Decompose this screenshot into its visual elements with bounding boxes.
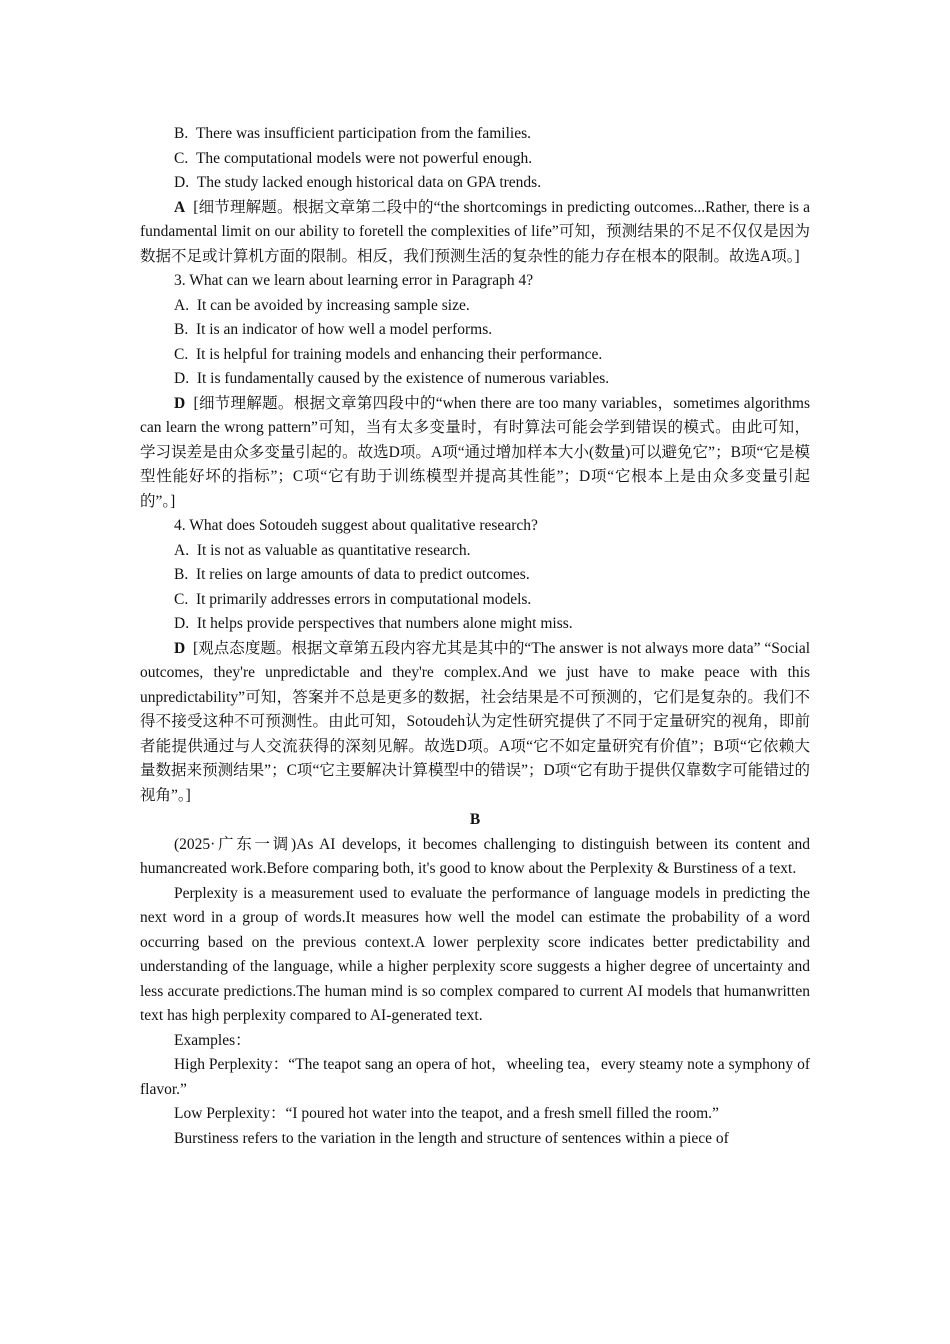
q3-answer-explanation: D [细节理解题。根据文章第四段中的“when there are too many variables，sometimes algorithms can learn the wrong pattern”可知，当有太多变量时，有时算法可能会学到错误的模式。由此可知，学习误差是由众多变量引起的。故选D项。A项“通过增加样本大小(数量)可以避免它”；B项“它是模型性能好坏的指标”；C项“它有助于训练模型并提高其性能”；D项“它根本上是由众多变量引起的”。] <box>140 394 810 510</box>
q3-option-b: B. It is an indicator of how well a model performs. <box>174 321 493 338</box>
q2-option-b: B. There was insufficient participation from the families. <box>174 125 531 142</box>
q2-option-d: D. The study lacked enough historical data on GPA trends. <box>174 174 542 191</box>
q2-answer-explanation: A [细节理解题。根据文章第二段中的“the shortcomings in predicting outcomes...Rather, there is a fundamental limit on our ability to foretell the complexities of life”可知，预测结果的不足不仅仅是因为数据不足或计算机方面的限制。相反，我们预测生活的复杂性的能力存在根本的限制。故选A项。] <box>140 198 810 265</box>
q3-option-c: C. It is helpful for training models and enhancing their performance. <box>174 345 603 363</box>
passage-paragraph: Low Perplexity：“I poured hot water into the teapot, and a fresh smell filled the room.” <box>174 1105 719 1122</box>
q2-answer-letter: A <box>174 198 186 216</box>
passage-paragraph: Burstiness refers to the variation in the length and structure of sentences within a piece of <box>174 1129 729 1147</box>
section-heading: B <box>469 811 481 828</box>
passage-paragraph: Perplexity is a measurement used to evaluate the performance of language models in predicting the next word in a group of words.It measures how well the model can estimate the probability of a word occurring based on the previous context.A lower perplexity score indicates better predictability and understanding of the language, while a higher perplexity score suggests a higher degree of uncertainty and less accurate predictions.The human mind is so complex compared to current AI models that humanwritten text has high perplexity compared to AI-generated text. <box>140 884 810 1024</box>
passage-paragraph: High Perplexity：“The teapot sang an opera of hot，wheeling tea，every steamy note a symphony of flavor.” <box>140 1056 810 1098</box>
q4-stem: 4. What does Sotoudeh suggest about qualitative research? <box>174 517 538 534</box>
document-page <box>140 122 810 1151</box>
q2-option-c: C. The computational models were not powerful enough. <box>174 149 533 167</box>
q4-option-b: B. It relies on large amounts of data to predict outcomes. <box>174 566 530 583</box>
q4-answer-explanation: D [观点态度题。根据文章第五段内容尤其是其中的“The answer is not always more data” “Social outcomes, they're unpredictable and they're complex.And we just have to make peace with this unpredictability”可知，答案并不总是更多的数据，社会结果是不可预测的，它们是复杂的。我们不得不接受这种不可预测性。由此可知，Sotoudeh认为定性研究提供了不同于定量研究的视角，即前者能提供通过与人交流获得的深刻见解。故选D项。A项“它不如定量研究有价值”；B项“它依赖大量数据来预测结果”；C项“它主要解决计算模型中的错误”；D项“它有助于提供仅靠数字可能错过的视角”。] <box>140 639 811 804</box>
q4-option-d: D. It helps provide perspectives that numbers alone might miss. <box>174 615 573 632</box>
q3-stem: 3. What can we learn about learning error in Paragraph 4? <box>174 272 534 289</box>
q3-option-d: D. It is fundamentally caused by the existence of numerous variables. <box>174 370 610 387</box>
q4-answer-letter: D <box>174 639 186 657</box>
passage-paragraph: (2025·广东一调)As AI develops, it becomes challenging to distinguish between its content and humancreated work.Before comparing both, it's good to know about the Perplexity & Burstiness of a text. <box>140 835 810 877</box>
q3-answer-letter: D <box>174 394 186 412</box>
q4-option-a: A. It is not as valuable as quantitative research. <box>174 541 471 559</box>
q3-option-a: A. It can be avoided by increasing sample size. <box>174 296 470 314</box>
q4-option-c: C. It primarily addresses errors in computational models. <box>174 590 532 608</box>
passage-paragraph: Examples： <box>174 1031 251 1049</box>
